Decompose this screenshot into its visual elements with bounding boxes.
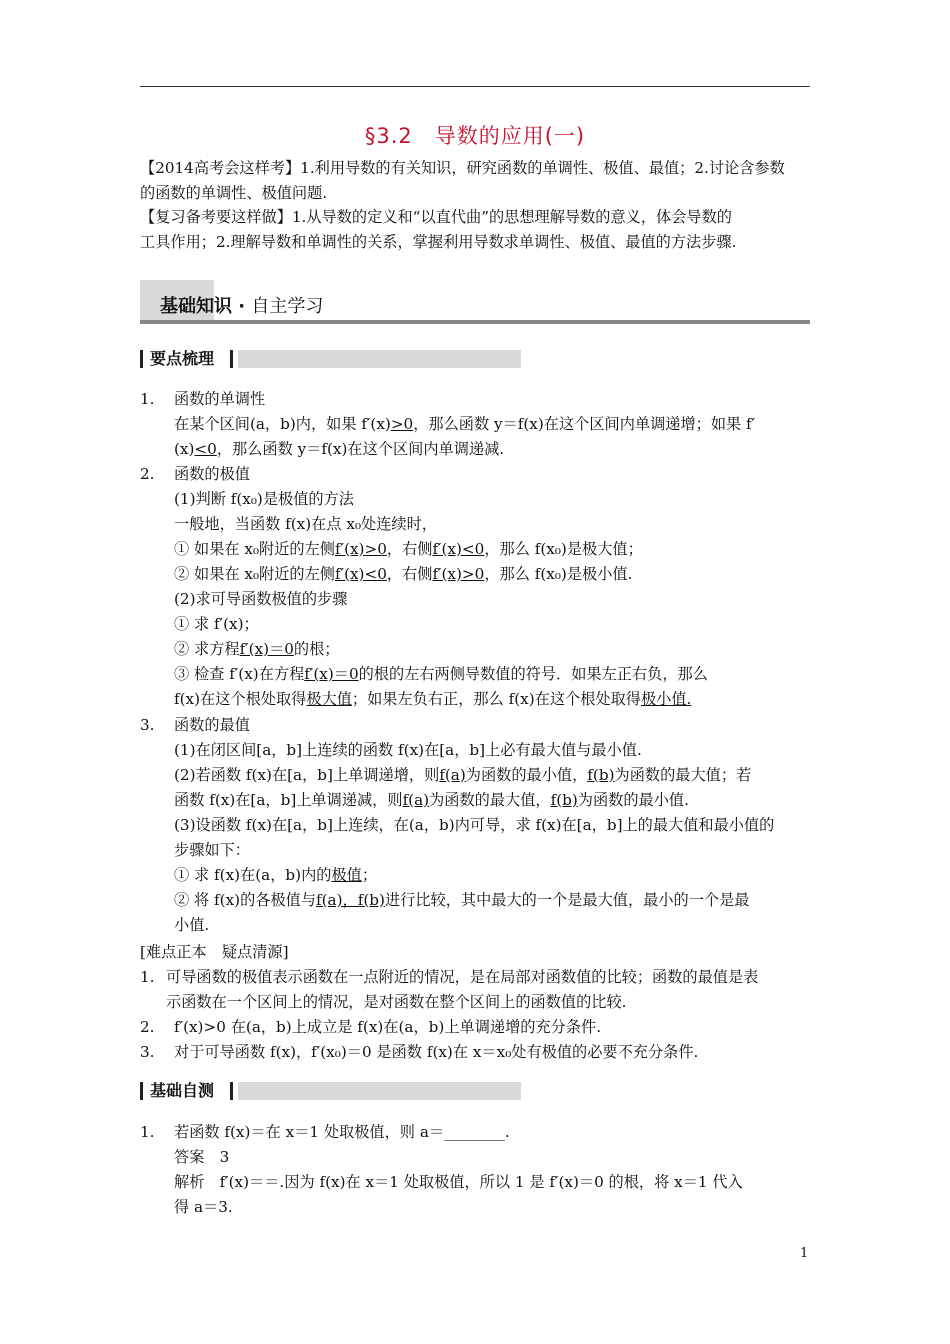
fu-text-2: 工具作用；2.理解导数和单调性的关系，掌握利用导数求单调性、极值、最值的方法步骤. [140, 233, 737, 251]
text: ； [361, 866, 378, 884]
answer-blank: <0 [194, 440, 217, 458]
page-title: §3.2 导数的应用(一) [364, 124, 586, 148]
answer-blank: f′(x)＝0 [304, 665, 359, 683]
text: ③ 检查 f′(x)在方程 [174, 665, 305, 683]
item-heading-1: 函数的单调性 [174, 390, 266, 408]
text: 的根的左右两侧导数值的符号．如果左正右负，那么 [358, 665, 708, 683]
answer-blank: f′(x)>0 [432, 565, 485, 583]
text: 进行比较，其中最大的一个是最大值，最小的一个是最 [384, 891, 750, 909]
item-2-line-g [174, 637, 339, 661]
item-3-line-f [174, 863, 377, 887]
text: 的根； [293, 640, 340, 658]
answer-blank: f(a)，f(b) [316, 891, 385, 909]
subheading-text: 基础自测 [150, 1081, 215, 1100]
subheading-ceshi [140, 1080, 521, 1102]
exercise-answer-1: 答案 3 [174, 1148, 230, 1166]
section-dot: · [232, 296, 252, 317]
text: 为函数的最小值. [577, 791, 689, 809]
text: ，那么函数 y＝f(x)在这个区间内单调递增；如果 f′ [413, 415, 756, 433]
text: ① 求 f(x)在(a，b)内的 [174, 866, 332, 884]
answer-blank: 极大值 [306, 690, 352, 708]
subheading-left-bar [140, 1082, 143, 1100]
section-main: 基础知识 [160, 296, 232, 317]
kao-text-1: 1.利用导数的有关知识，研究函数的单调性、极值、最值；2.讨论含参数 [300, 159, 785, 177]
answer-blank: f′(x)>0 [335, 540, 387, 558]
answer-blank: f′(x)<0 [335, 565, 387, 583]
answer-blank: f′(x)＝0 [239, 640, 294, 658]
text: 为函数的最大值；若 [614, 766, 752, 784]
text: ① 如果在 x₀附近的左侧 [174, 540, 335, 558]
answer-blank: 极小值. [640, 690, 692, 708]
answer-blank: f(a) [439, 766, 466, 784]
text: (x) [174, 440, 195, 458]
text: ，那么 f(x₀)是极大值； [484, 540, 643, 558]
item-3-line-h: 小值. [174, 916, 210, 934]
section-header-bar [140, 320, 810, 324]
nandian-3: 对于可导函数 f(x)，f′(x₀)＝0 是函数 f(x)在 x＝x₀处有极值的必要不充分条件. [174, 1043, 699, 1061]
nandian-number-3: 3. [140, 1043, 155, 1061]
item-3-line-c [174, 788, 689, 812]
text: ② 求方程 [174, 640, 240, 658]
subheading-left-bar [140, 350, 143, 368]
item-3-line-e: 步骤如下： [174, 841, 250, 859]
nandian-2: f′(x)>0 在(a，b)上成立是 f(x)在(a，b)上单调递增的充分条件. [174, 1018, 602, 1036]
text: ，右侧 [386, 540, 433, 558]
answer-blank: >0 [390, 415, 414, 433]
item-3-line-d: (3)设函数 f(x)在[a，b]上连续，在(a，b)内可导，求 f(x)在[a，b]上的最大值和最小值的 [174, 816, 775, 834]
nandian-number-2: 2. [140, 1018, 155, 1036]
kao-label: 【2014高考会这样考】 [140, 159, 301, 177]
exercise-analysis-line-1: 解析 f′(x)＝＝.因为 f(x)在 x＝1 处取极值，所以 1 是 f′(x)＝0 的根，将 x＝1 代入 [174, 1173, 743, 1191]
item-2-line-i [174, 687, 691, 711]
nandian-1-line-a: 可导函数的极值表示函数在一点附近的情况，是在局部对函数值的比较；函数的最值是表 [166, 968, 759, 986]
item-2-line-b: 一般地，当函数 f(x)在点 x₀处连续时， [174, 515, 437, 533]
exercise-analysis-line-2: 得 a＝3. [174, 1198, 233, 1216]
text: ，那么函数 y＝f(x)在这个区间内单调递减. [216, 440, 505, 458]
subheading-right-bar [230, 350, 233, 368]
text: f(x)在这个根处取得 [174, 690, 307, 708]
subheading-yaodian [140, 348, 521, 370]
subheading-right-bar [230, 1082, 233, 1100]
kao-text-2: 的函数的单调性、极值问题. [140, 184, 328, 202]
item-2-line-a: (1)判断 f(x₀)是极值的方法 [174, 490, 354, 508]
item-1-line-a [174, 412, 755, 436]
section-header [140, 280, 810, 325]
item-2-line-e: (2)求可导函数极值的步骤 [174, 590, 348, 608]
answer-blank: f(a) [402, 791, 430, 809]
subheading-shade [238, 350, 521, 368]
item-number-2: 2. [140, 465, 155, 483]
item-2-line-f: ① 求 f′(x)； [174, 615, 259, 633]
answer-blank: f(b) [550, 791, 578, 809]
text: ② 如果在 x₀附近的左侧 [174, 565, 335, 583]
intro-fu [140, 205, 812, 255]
item-3-line-b [174, 763, 751, 787]
text: (2)若函数 f(x)在[a，b]上单调递增，则 [174, 766, 440, 784]
item-2-line-d [174, 562, 632, 586]
exercise-number-1: 1. [140, 1123, 155, 1141]
nandian-number-1: 1. [140, 968, 155, 986]
answer-blank: f′(x)<0 [432, 540, 485, 558]
intro-kao [140, 156, 812, 206]
item-3-line-a: (1)在闭区间[a，b]上连续的函数 f(x)在[a，b]上必有最大值与最小值. [174, 741, 642, 759]
page-number: 1 [800, 1246, 809, 1261]
section-header-label [160, 292, 323, 318]
nandian-heading: [难点正本 疑点清源] [140, 943, 289, 961]
text: ；如果左负右正，那么 f(x)在这个根处取得 [351, 690, 641, 708]
item-heading-3: 函数的最值 [174, 716, 250, 734]
fu-text-1: 1.从导数的定义和“以直代曲”的思想理解导数的意义，体会导数的 [291, 208, 732, 226]
fu-label: 【复习备考要这样做】 [140, 208, 292, 226]
item-number-3: 3. [140, 716, 155, 734]
text: 为函数的最大值， [429, 791, 551, 809]
text: ，右侧 [386, 565, 433, 583]
exercise-question-1: 若函数 f(x)＝在 x＝1 处取极值，则 a＝________. [174, 1123, 510, 1141]
text: 在某个区间(a，b)内，如果 f′(x) [174, 415, 391, 433]
item-heading-2: 函数的极值 [174, 465, 250, 483]
item-2-line-h [174, 662, 708, 686]
section-sub: 自主学习 [251, 296, 324, 317]
text: ② 将 f(x)的各极值与 [174, 891, 317, 909]
text: 函数 f(x)在[a，b]上单调递减，则 [174, 791, 403, 809]
answer-blank: f(b) [587, 766, 615, 784]
nandian-1-line-b: 示函数在一个区间上的情况，是对函数在整个区间上的函数值的比较. [166, 993, 627, 1011]
item-1-line-b [174, 437, 504, 461]
text: ，那么 f(x₀)是极小值. [484, 565, 633, 583]
answer-blank: 极值 [331, 866, 362, 884]
item-3-line-g [174, 888, 749, 912]
subheading-shade [238, 1082, 521, 1100]
subheading-text: 要点梳理 [150, 349, 215, 368]
top-rule [140, 86, 810, 87]
text: 为函数的最小值， [465, 766, 588, 784]
item-number-1: 1. [140, 390, 155, 408]
item-2-line-c [174, 537, 643, 561]
